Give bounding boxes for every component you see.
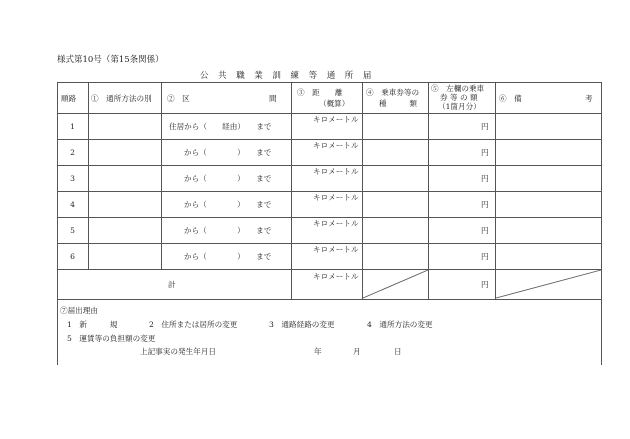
date-year: 年 <box>314 347 322 356</box>
row-distance-unit: キロメートル <box>313 167 359 176</box>
total-distance-unit: キロメートル <box>313 272 359 281</box>
header-ticket-2: 種 類 <box>379 99 417 108</box>
row-number: 5 <box>70 226 75 235</box>
reason-item-4: 4 通所方法の変更 <box>367 320 433 329</box>
date-label: 上記事実の発生年月日 <box>140 347 216 356</box>
header-ticket: ④ 乗車券等の <box>366 88 420 97</box>
row-yen: 円 <box>481 148 489 157</box>
strike-remarks <box>496 270 601 298</box>
header-method: ① 通所方法の別 <box>91 94 152 103</box>
header-fare-2: 券 等 の 額 <box>440 93 478 102</box>
row-route: から（ ） まで <box>184 174 272 183</box>
row-distance-unit: キロメートル <box>313 193 359 202</box>
reason-item-5: 5 運賃等の負担額の変更 <box>67 334 156 343</box>
row-number: 3 <box>70 174 75 183</box>
row-route: から（ ） まで <box>184 200 272 209</box>
row-yen: 円 <box>481 174 489 183</box>
row-distance-unit: キロメートル <box>313 219 359 228</box>
header-section-2: 間 <box>269 94 277 103</box>
row-route: から（ ） まで <box>184 148 272 157</box>
row-distance-unit: キロメートル <box>313 141 359 150</box>
reason-item-3: 3 通路経路の変更 <box>269 320 335 329</box>
row-route: 住居から（ 経由） まで <box>169 122 272 131</box>
row-number: 6 <box>70 252 75 261</box>
row-number: 1 <box>70 122 75 131</box>
total-label: 計 <box>168 280 176 289</box>
row-yen: 円 <box>481 252 489 261</box>
row-distance-unit: キロメートル <box>313 245 359 254</box>
row-distance-unit: キロメートル <box>313 115 359 124</box>
reason-item-2: 2 住所または居所の変更 <box>149 320 238 329</box>
row-yen: 円 <box>481 200 489 209</box>
row-route: から（ ） まで <box>184 252 272 261</box>
date-day: 日 <box>394 347 402 356</box>
row-yen: 円 <box>481 226 489 235</box>
row-number: 2 <box>70 148 75 157</box>
row-number: 4 <box>70 200 75 209</box>
strike-ticket <box>363 270 428 298</box>
header-distance: ③ 距 離 <box>297 88 343 97</box>
form-number: 様式第10号（第15条関係） <box>57 55 164 65</box>
reason-title: ⑦届出理由 <box>60 306 98 315</box>
row-route: から（ ） まで <box>184 226 272 235</box>
header-section: ② 区 <box>167 94 190 103</box>
form-title: 公共職業訓練等通所届 <box>200 71 382 81</box>
header-remarks: ⑥ 備 <box>499 94 522 103</box>
form-sheet <box>57 82 602 365</box>
reason-item-1: 1 新 規 <box>67 320 118 329</box>
header-fare-3: （1箇月分） <box>438 102 481 111</box>
header-remarks-2: 考 <box>585 94 593 103</box>
total-yen: 円 <box>481 280 489 289</box>
header-distance-note: （概算） <box>319 99 350 108</box>
date-month: 月 <box>353 347 361 356</box>
row-yen: 円 <box>481 122 489 131</box>
header-order: 順路 <box>61 94 77 103</box>
header-fare: ⑤ 左欄の乗車 <box>431 84 485 93</box>
